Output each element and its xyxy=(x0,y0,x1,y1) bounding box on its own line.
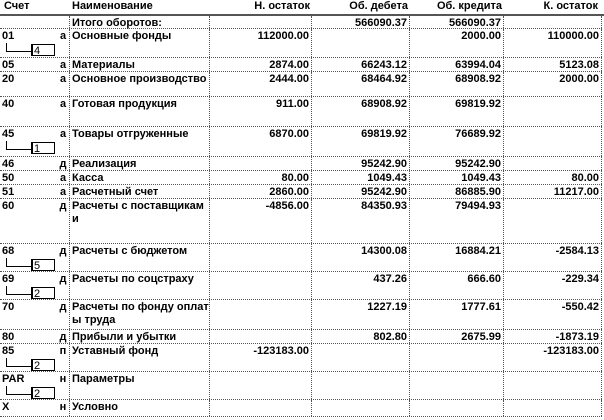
subaccount-count[interactable] xyxy=(6,358,56,372)
closing-balance-cell[interactable] xyxy=(504,372,602,399)
opening-balance-cell-text: 80.00 xyxy=(281,172,309,184)
credit-cell-text: 16884.21 xyxy=(455,245,501,257)
type-cell[interactable] xyxy=(57,344,70,371)
closing-balance-cell-text: -123183.00 xyxy=(543,345,599,357)
debit-cell[interactable] xyxy=(312,16,410,28)
credit-cell[interactable] xyxy=(410,400,504,416)
table-row[interactable] xyxy=(0,16,602,29)
name-cell[interactable] xyxy=(70,400,210,416)
account-cell-text: 20 xyxy=(2,73,15,85)
name-cell[interactable] xyxy=(70,72,210,96)
tree-connector-icon xyxy=(6,141,31,150)
account-cell-text: 69 xyxy=(2,273,15,285)
name-cell-text: Расчеты с бюджетом xyxy=(72,245,188,257)
closing-balance-cell[interactable] xyxy=(504,185,602,198)
subaccount-count[interactable] xyxy=(6,386,56,400)
name-cell-text: Реализация xyxy=(72,158,137,170)
type-cell-text: н xyxy=(59,401,67,413)
name-cell[interactable] xyxy=(70,185,210,198)
closing-balance-cell[interactable] xyxy=(504,300,602,329)
opening-balance-cell[interactable] xyxy=(210,272,312,299)
account-cell[interactable] xyxy=(0,127,57,156)
type-cell[interactable] xyxy=(57,300,70,329)
opening-balance-cell[interactable] xyxy=(210,29,312,57)
account-cell[interactable] xyxy=(0,244,57,271)
credit-cell-text: 95242.90 xyxy=(455,158,501,170)
table-row[interactable] xyxy=(0,199,602,244)
type-cell[interactable] xyxy=(57,97,70,126)
name-cell[interactable] xyxy=(70,372,210,399)
debit-cell[interactable] xyxy=(312,400,410,416)
credit-cell[interactable] xyxy=(410,72,504,96)
type-cell-text: а xyxy=(59,59,67,71)
name-cell-text: Материалы xyxy=(72,59,135,71)
debit-cell-text: 69819.92 xyxy=(361,128,407,140)
table-row[interactable] xyxy=(0,244,602,272)
name-cell[interactable] xyxy=(70,29,210,57)
debit-cell[interactable] xyxy=(312,344,410,371)
type-cell[interactable] xyxy=(57,127,70,156)
table-row[interactable] xyxy=(0,97,602,127)
table-header xyxy=(0,0,604,16)
subaccount-count[interactable] xyxy=(6,141,56,155)
credit-cell-text: 63994.04 xyxy=(455,59,501,71)
name-cell[interactable] xyxy=(70,272,210,299)
name-cell-text: Готовая продукция xyxy=(72,98,177,110)
closing-balance-cell-text: 5123.08 xyxy=(559,59,599,71)
closing-balance-cell[interactable] xyxy=(504,400,602,416)
closing-balance-cell-text: 11217.00 xyxy=(553,186,599,198)
subaccount-count[interactable] xyxy=(6,258,56,272)
debit-cell-text: 437.26 xyxy=(373,273,407,285)
table-row[interactable] xyxy=(0,171,602,185)
closing-balance-cell[interactable] xyxy=(504,157,602,170)
opening-balance-cell[interactable] xyxy=(210,58,312,71)
type-cell[interactable] xyxy=(57,58,70,71)
account-cell[interactable] xyxy=(0,16,57,28)
subaccount-count-box[interactable]: 1 xyxy=(31,142,55,154)
closing-balance-cell[interactable] xyxy=(504,127,602,156)
table-row[interactable] xyxy=(0,29,602,58)
type-cell[interactable] xyxy=(57,16,70,28)
account-cell[interactable] xyxy=(0,330,57,343)
debit-cell-text: 68464.92 xyxy=(361,73,407,85)
type-cell[interactable] xyxy=(57,372,70,399)
type-cell-text: д xyxy=(59,331,67,343)
debit-cell[interactable] xyxy=(312,72,410,96)
opening-balance-cell[interactable] xyxy=(210,185,312,198)
debit-cell-text: 95242.90 xyxy=(361,186,407,198)
table-row[interactable] xyxy=(0,400,602,417)
type-cell[interactable] xyxy=(57,29,70,57)
table-row[interactable] xyxy=(0,344,602,372)
account-cell-text: 80 xyxy=(2,331,15,343)
debit-cell-text: 95242.90 xyxy=(361,158,407,170)
opening-balance-cell[interactable] xyxy=(210,330,312,343)
credit-cell[interactable] xyxy=(410,372,504,399)
account-cell-text: 40 xyxy=(2,98,15,110)
closing-balance-cell[interactable] xyxy=(504,171,602,184)
closing-balance-cell[interactable] xyxy=(504,58,602,71)
closing-balance-cell-text: -1873.19 xyxy=(555,331,599,343)
type-cell[interactable] xyxy=(57,185,70,198)
account-cell-text: 70 xyxy=(2,301,15,313)
type-cell-text: а xyxy=(59,30,67,42)
account-cell[interactable] xyxy=(0,300,57,329)
name-cell[interactable] xyxy=(70,127,210,156)
account-cell[interactable] xyxy=(0,272,57,299)
debit-cell[interactable] xyxy=(312,272,410,299)
name-cell[interactable] xyxy=(70,157,210,170)
credit-cell[interactable] xyxy=(410,171,504,184)
credit-cell[interactable] xyxy=(410,244,504,271)
account-cell-text: 46 xyxy=(2,158,15,170)
opening-balance-cell[interactable] xyxy=(210,372,312,399)
credit-cell[interactable] xyxy=(410,58,504,71)
opening-balance-cell-text: 2874.00 xyxy=(269,59,309,71)
debit-cell[interactable] xyxy=(312,199,410,243)
closing-balance-cell[interactable] xyxy=(504,97,602,126)
name-cell-text: Прибыли и убытки xyxy=(72,331,177,343)
credit-cell-text: 1777.61 xyxy=(461,301,501,313)
name-cell[interactable] xyxy=(70,300,210,329)
credit-cell[interactable] xyxy=(410,199,504,243)
type-cell[interactable] xyxy=(57,72,70,96)
header-opening-balance[interactable]: Н. остаток xyxy=(254,0,310,12)
name-cell-text: Основные фонды xyxy=(72,30,172,42)
table-row[interactable] xyxy=(0,58,602,72)
closing-balance-cell[interactable] xyxy=(504,29,602,57)
account-cell[interactable] xyxy=(0,97,57,126)
closing-balance-cell[interactable] xyxy=(504,244,602,271)
closing-balance-cell-text: -229.34 xyxy=(561,273,599,285)
debit-cell[interactable] xyxy=(312,372,410,399)
credit-cell[interactable] xyxy=(410,157,504,170)
closing-balance-cell-text: 80.00 xyxy=(571,172,599,184)
debit-cell[interactable] xyxy=(312,29,410,57)
name-cell-text: Расчеты с поставщиками xyxy=(72,200,204,225)
type-cell-text: а xyxy=(59,98,67,110)
debit-cell-text: 68908.92 xyxy=(361,98,407,110)
name-cell-text: Условно xyxy=(72,401,118,413)
opening-balance-cell-text: 6870.00 xyxy=(269,128,309,140)
type-cell-text: а xyxy=(59,73,67,85)
name-cell-text: Касса xyxy=(72,172,104,184)
credit-cell-text: 86885.90 xyxy=(455,186,501,198)
account-cell[interactable] xyxy=(0,29,57,57)
type-cell-text: п xyxy=(59,345,67,357)
header-account[interactable]: Счет xyxy=(4,0,30,12)
opening-balance-cell[interactable] xyxy=(210,127,312,156)
tree-connector-icon xyxy=(6,258,31,267)
subaccount-count[interactable] xyxy=(6,43,56,57)
type-cell-text: д xyxy=(59,200,67,212)
table-row[interactable] xyxy=(0,72,602,97)
debit-cell[interactable] xyxy=(312,185,410,198)
closing-balance-cell[interactable] xyxy=(504,16,602,28)
debit-cell[interactable] xyxy=(312,58,410,71)
credit-cell-text: 566090.37 xyxy=(449,17,501,29)
account-cell-text: 51 xyxy=(2,186,15,198)
subaccount-count-box[interactable]: 2 xyxy=(31,359,55,371)
type-cell-text: а xyxy=(59,186,67,198)
subaccount-count-box[interactable]: 4 xyxy=(31,44,55,56)
debit-cell[interactable] xyxy=(312,330,410,343)
table-row[interactable] xyxy=(0,300,602,330)
debit-cell-text: 1049.43 xyxy=(367,172,407,184)
subaccount-count-box[interactable]: 2 xyxy=(31,287,55,299)
debit-cell-text: 566090.37 xyxy=(355,17,407,29)
credit-cell[interactable] xyxy=(410,127,504,156)
table-row[interactable] xyxy=(0,330,602,344)
opening-balance-cell[interactable] xyxy=(210,344,312,371)
credit-cell[interactable] xyxy=(410,97,504,126)
opening-balance-cell[interactable] xyxy=(210,16,312,28)
name-cell-text: Уставный фонд xyxy=(72,345,159,357)
table-row[interactable] xyxy=(0,185,602,199)
opening-balance-cell[interactable] xyxy=(210,72,312,96)
closing-balance-cell-text: 110000.00 xyxy=(547,30,599,42)
credit-cell[interactable] xyxy=(410,272,504,299)
debit-cell[interactable] xyxy=(312,300,410,329)
closing-balance-cell-text: -2584.13 xyxy=(555,245,599,257)
name-cell[interactable] xyxy=(70,330,210,343)
name-cell-text: Расчеты по соцстраху xyxy=(72,273,194,285)
name-cell[interactable] xyxy=(70,344,210,371)
closing-balance-cell-text: -550.42 xyxy=(561,301,599,313)
type-cell[interactable] xyxy=(57,330,70,343)
opening-balance-cell[interactable] xyxy=(210,300,312,329)
credit-cell-text: 1049.43 xyxy=(461,172,501,184)
account-cell[interactable] xyxy=(0,199,57,243)
credit-cell[interactable] xyxy=(410,185,504,198)
table-row[interactable] xyxy=(0,372,602,400)
subaccount-count-box[interactable]: 5 xyxy=(31,259,55,271)
account-cell[interactable] xyxy=(0,58,57,71)
opening-balance-cell[interactable] xyxy=(210,157,312,170)
header-debit-turnover[interactable]: Об. дебета xyxy=(349,0,408,12)
debit-cell-text: 1227.19 xyxy=(367,301,407,313)
type-cell-text: д xyxy=(59,301,67,313)
name-cell[interactable] xyxy=(70,199,210,243)
name-cell[interactable] xyxy=(70,244,210,271)
name-cell-text: Основное производство xyxy=(72,73,207,85)
account-cell-text: PAR xyxy=(2,373,25,385)
opening-balance-cell-text: 112000.00 xyxy=(257,30,309,42)
closing-balance-cell[interactable] xyxy=(504,272,602,299)
debit-cell-text: 66243.12 xyxy=(361,59,407,71)
account-cell[interactable] xyxy=(0,157,57,170)
type-cell-text: д xyxy=(59,273,67,285)
name-cell-text: Товары отгруженные xyxy=(72,128,189,140)
account-cell-text: X xyxy=(2,401,10,413)
account-cell[interactable] xyxy=(0,185,57,198)
type-cell-text: а xyxy=(59,172,67,184)
header-name[interactable]: Наименование xyxy=(72,0,153,12)
subaccount-count[interactable] xyxy=(6,286,56,300)
type-cell[interactable] xyxy=(57,272,70,299)
table-row[interactable] xyxy=(0,272,602,300)
credit-cell[interactable] xyxy=(410,344,504,371)
tree-connector-icon xyxy=(6,386,31,395)
closing-balance-cell-text: 2000.00 xyxy=(559,73,599,85)
name-cell-text: Итого оборотов: xyxy=(72,17,162,29)
name-cell-text: Расчетный счет xyxy=(72,186,159,198)
credit-cell-text: 69819.92 xyxy=(455,98,501,110)
name-cell[interactable] xyxy=(70,58,210,71)
closing-balance-cell[interactable] xyxy=(504,72,602,96)
type-cell-text: д xyxy=(59,245,67,257)
type-cell[interactable] xyxy=(57,157,70,170)
account-cell[interactable] xyxy=(0,72,57,96)
debit-cell[interactable] xyxy=(312,171,410,184)
type-cell-text: н xyxy=(59,373,67,385)
closing-balance-cell[interactable] xyxy=(504,344,602,371)
credit-cell-text: 2000.00 xyxy=(461,30,501,42)
account-cell[interactable] xyxy=(0,372,57,399)
name-cell[interactable] xyxy=(70,97,210,126)
debit-cell[interactable] xyxy=(312,244,410,271)
name-cell-text: Параметры xyxy=(72,373,135,385)
closing-balance-cell[interactable] xyxy=(504,330,602,343)
account-cell-text: 45 xyxy=(2,128,15,140)
account-cell-text: 85 xyxy=(2,345,15,357)
credit-cell[interactable] xyxy=(410,300,504,329)
table-row[interactable] xyxy=(0,157,602,171)
credit-cell[interactable] xyxy=(410,330,504,343)
opening-balance-cell-text: 2860.00 xyxy=(269,186,309,198)
name-cell-text: Расчеты по фонду оплаты труда xyxy=(72,301,209,326)
debit-cell[interactable] xyxy=(312,97,410,126)
type-cell-text: д xyxy=(59,158,67,170)
table-row[interactable] xyxy=(0,127,602,157)
subaccount-count-box[interactable]: 2 xyxy=(31,387,55,399)
account-cell[interactable] xyxy=(0,344,57,371)
account-cell[interactable] xyxy=(0,400,57,416)
opening-balance-cell[interactable] xyxy=(210,97,312,126)
account-cell-text: 50 xyxy=(2,172,15,184)
tree-connector-icon xyxy=(6,358,31,367)
account-cell-text: 60 xyxy=(2,200,15,212)
tree-connector-icon xyxy=(6,286,31,295)
debit-cell-text: 14300.08 xyxy=(361,245,407,257)
type-cell[interactable] xyxy=(57,244,70,271)
opening-balance-cell[interactable] xyxy=(210,171,312,184)
account-cell[interactable] xyxy=(0,171,57,184)
header-credit-turnover[interactable]: Об. кредита xyxy=(436,0,502,12)
name-cell[interactable] xyxy=(70,16,210,28)
opening-balance-cell-text: -123183.00 xyxy=(253,345,309,357)
opening-balance-cell-text: 911.00 xyxy=(275,98,309,110)
type-cell[interactable] xyxy=(57,400,70,416)
type-cell[interactable] xyxy=(57,199,70,243)
account-cell-text: 01 xyxy=(2,30,15,42)
debit-cell[interactable] xyxy=(312,127,410,156)
debit-cell-text: 84350.93 xyxy=(361,200,407,212)
opening-balance-cell[interactable] xyxy=(210,400,312,416)
type-cell-text: а xyxy=(59,128,67,140)
credit-cell-text: 79494.93 xyxy=(455,200,501,212)
credit-cell[interactable] xyxy=(410,16,504,28)
credit-cell-text: 76689.92 xyxy=(455,128,501,140)
closing-balance-cell[interactable] xyxy=(504,199,602,243)
tree-connector-icon xyxy=(6,43,31,52)
debit-cell-text: 802.80 xyxy=(373,331,407,343)
header-closing-balance[interactable]: К. остаток xyxy=(543,0,598,12)
name-cell[interactable] xyxy=(70,171,210,184)
opening-balance-cell[interactable] xyxy=(210,244,312,271)
opening-balance-cell[interactable] xyxy=(210,199,312,243)
credit-cell[interactable] xyxy=(410,29,504,57)
account-cell-text: 68 xyxy=(2,245,15,257)
type-cell[interactable] xyxy=(57,171,70,184)
credit-cell-text: 2675.99 xyxy=(461,331,501,343)
opening-balance-cell-text: 2444.00 xyxy=(269,73,309,85)
opening-balance-cell-text: -4856.00 xyxy=(265,200,309,212)
credit-cell-text: 68908.92 xyxy=(455,73,501,85)
credit-cell-text: 666.60 xyxy=(467,273,501,285)
account-cell-text: 05 xyxy=(2,59,15,71)
debit-cell[interactable] xyxy=(312,157,410,170)
